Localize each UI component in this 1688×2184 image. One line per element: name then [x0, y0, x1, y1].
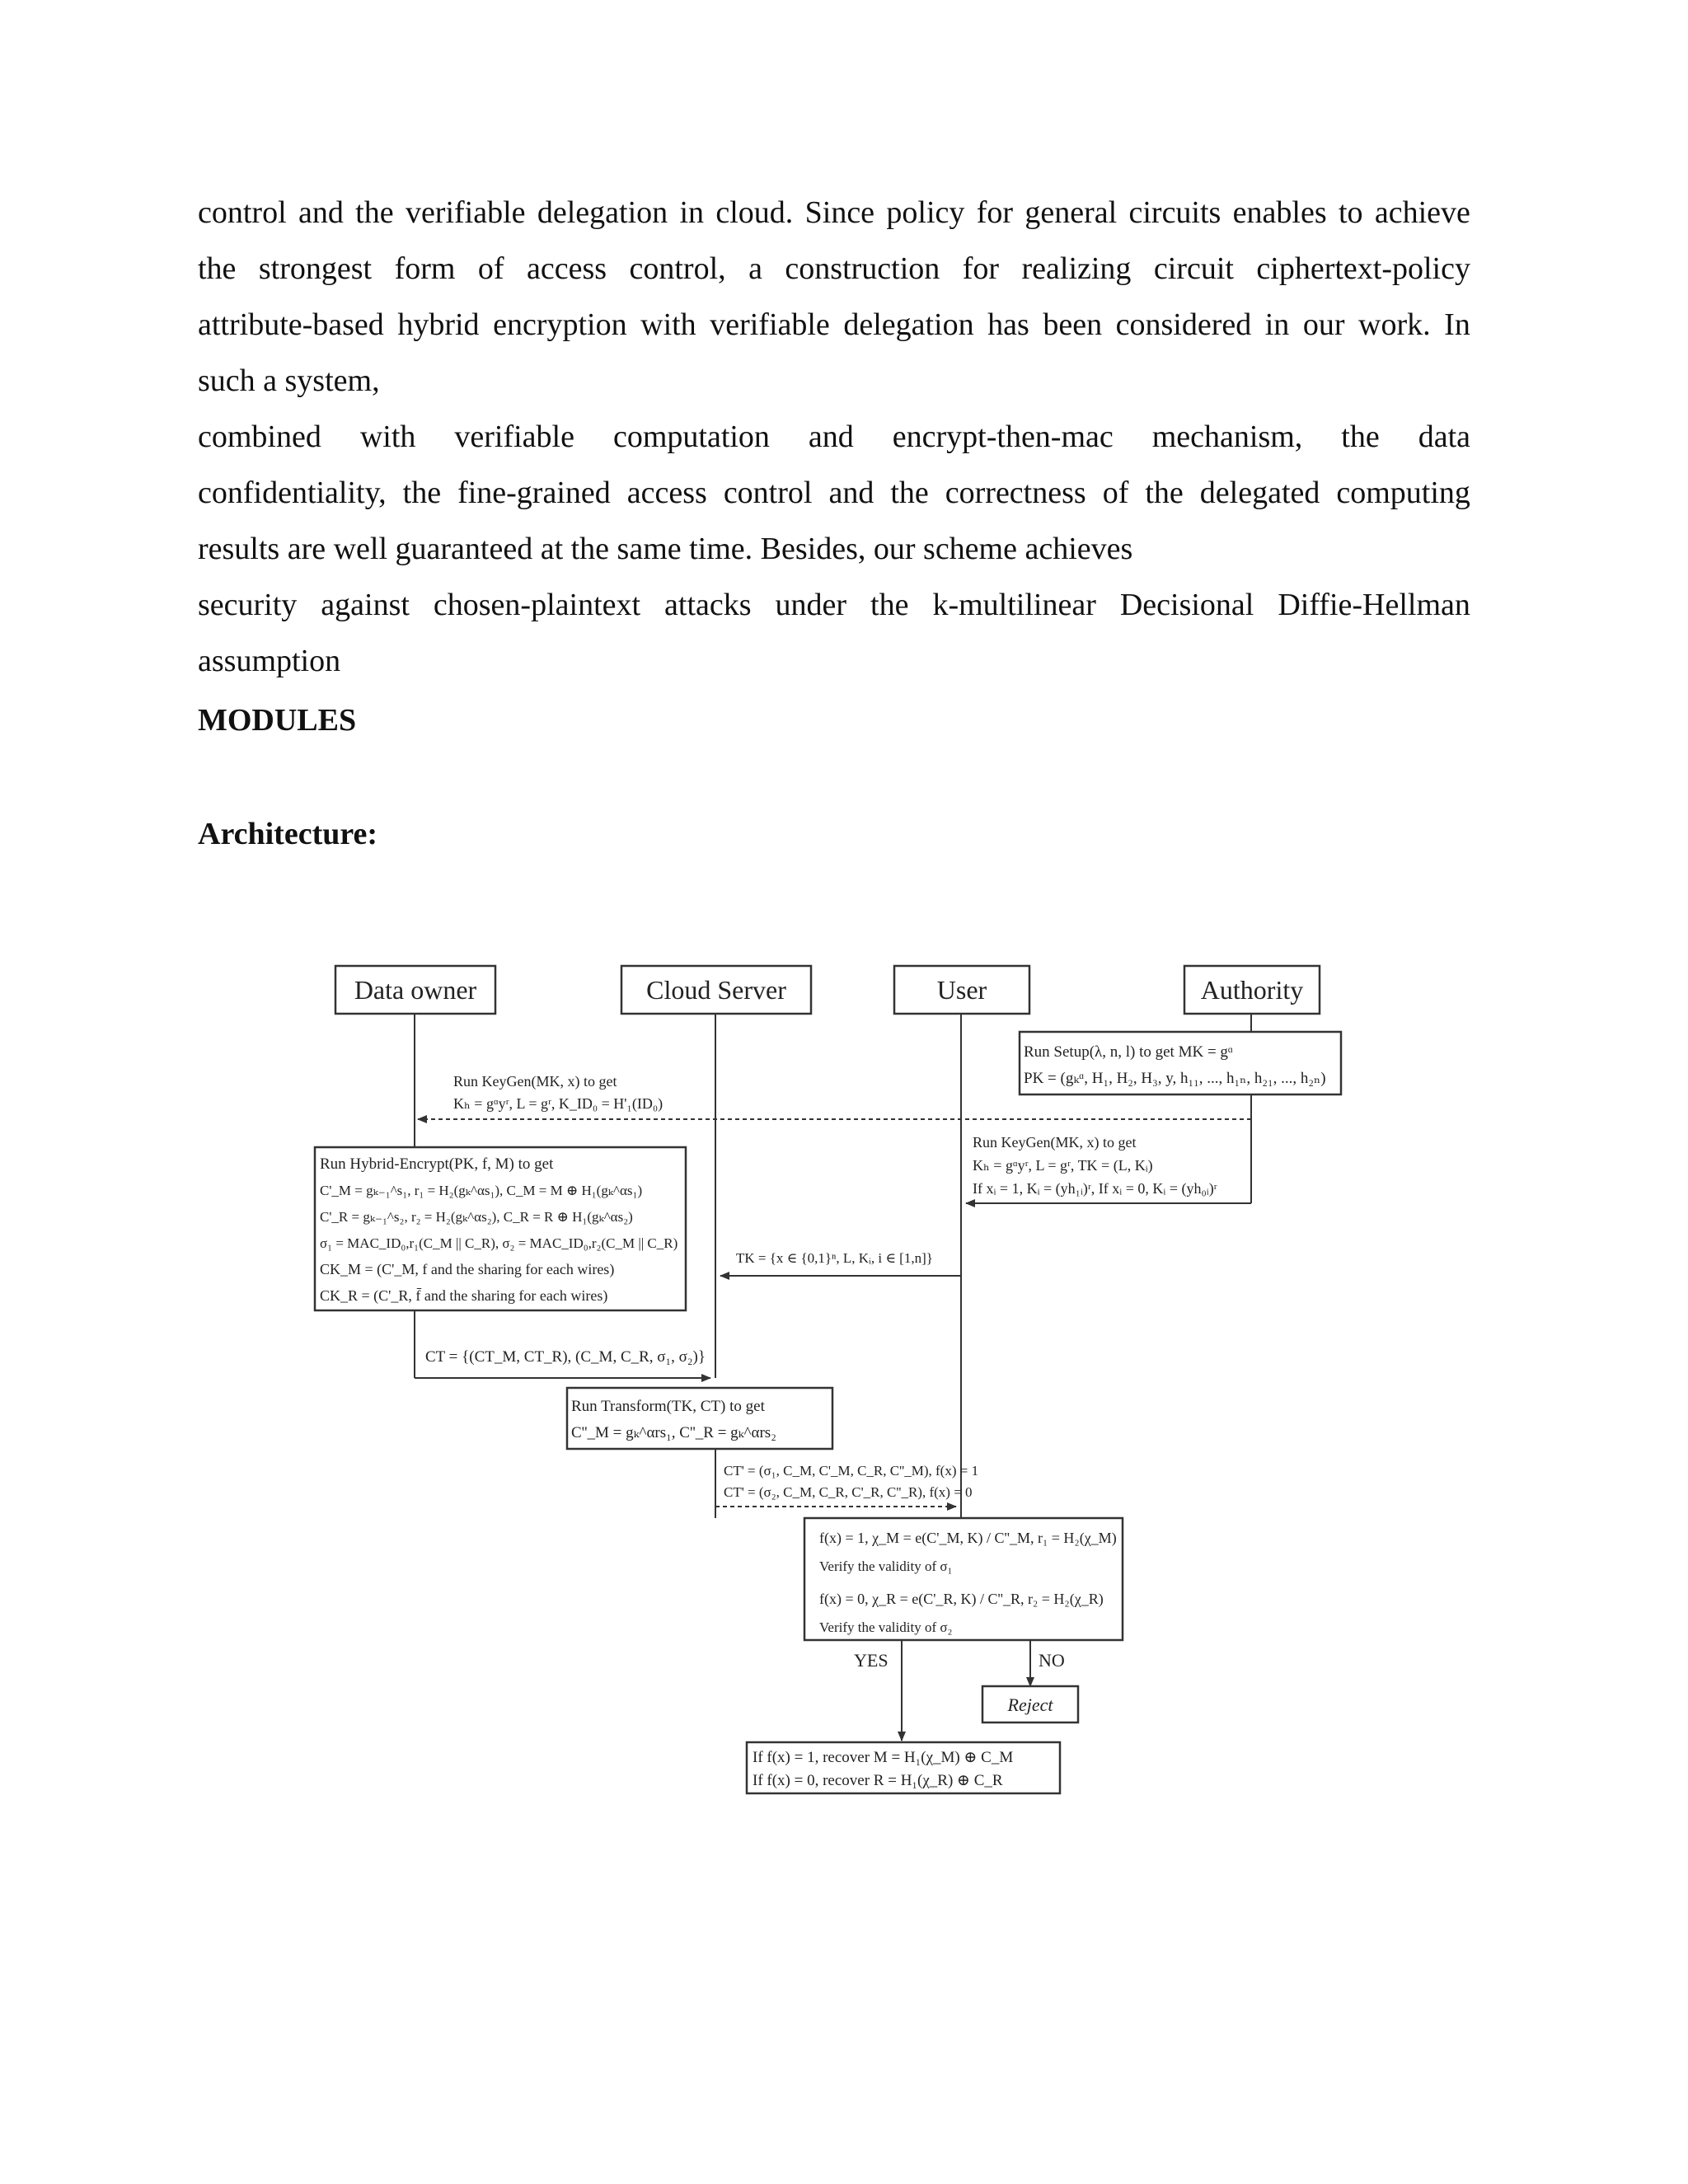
- word: attribute-based: [198, 307, 384, 342]
- word: access: [626, 476, 707, 510]
- word: cloud.: [715, 195, 794, 230]
- encrypt-line-1: Run Hybrid-Encrypt(PK, f, M) to get: [320, 1155, 554, 1173]
- user-label: User: [936, 975, 987, 1005]
- authority-label: Authority: [1200, 975, 1304, 1005]
- word: of: [1102, 476, 1129, 510]
- keygen-user-line-1: Run KeyGen(MK, x) to get: [973, 1134, 1137, 1151]
- word: encrypt-then-mac: [892, 419, 1114, 454]
- word: the: [890, 476, 929, 510]
- word: and: [808, 419, 854, 454]
- ct-message: CT = {(CT_M, CT_R), (C_M, C_R, σ₁, σ₂)}: [425, 1348, 706, 1366]
- word: with: [359, 419, 416, 454]
- word: verifiable: [710, 307, 830, 342]
- word: the: [1341, 419, 1380, 454]
- word: has: [987, 307, 1029, 342]
- ct-prime-line-1: CT' = (σ₁, C_M, C'_M, C_R, C''_M), f(x) = 1: [724, 1463, 979, 1479]
- word: verifiable: [405, 195, 526, 230]
- modules-heading: MODULES: [198, 703, 357, 738]
- word: chosen-plaintext: [433, 588, 641, 622]
- transform-line-2: C''_M = gₖ^αrs₁, C''_R = gₖ^αrs₂: [571, 1424, 776, 1441]
- word: computation: [612, 419, 770, 454]
- word: the: [198, 251, 237, 286]
- word: against: [321, 588, 410, 622]
- word: ciphertext-policy: [1256, 251, 1470, 286]
- word: and: [828, 476, 874, 510]
- word: access: [527, 251, 607, 286]
- word: for: [976, 195, 1014, 230]
- word: for: [962, 251, 1000, 286]
- encrypt-line-5: CK_M = (C'_M, f and the sharing for each wires): [320, 1261, 615, 1277]
- word: in: [679, 195, 705, 230]
- word: delegated: [1199, 476, 1320, 510]
- encrypt-line-3: C'_R = gₖ₋₁^s₂, r₂ = H₂(gₖ^αs₂), C_R = R ⊕ H₁(gₖ^αs₂): [320, 1209, 633, 1225]
- word: delegation: [537, 195, 668, 230]
- word: the: [870, 588, 909, 622]
- word: Since: [804, 195, 875, 230]
- word: and: [298, 195, 344, 230]
- setup-line-2: PK = (gₖᵅ, H₁, H₂, H₃, y, h₁₁, ..., h₁ₙ, h₂₁, ..., h₂ₙ): [1024, 1070, 1326, 1087]
- word: control: [198, 195, 287, 230]
- word: delegation: [843, 307, 974, 342]
- word: combined: [198, 419, 321, 454]
- verify-line-2: Verify the validity of σ₁: [819, 1558, 953, 1574]
- encrypt-line-6: CK_R = (C'_R, f̄ and the sharing for each wires): [320, 1287, 608, 1304]
- verify-line-1: f(x) = 1, χ_M = e(C'_M, K) / C''_M, r₁ = H₂(χ_M): [819, 1530, 1117, 1546]
- word: considered: [1115, 307, 1252, 342]
- cloud-server-label: Cloud Server: [646, 975, 786, 1005]
- verify-line-3: f(x) = 0, χ_R = e(C'_R, K) / C''_R, r₂ = H₂(χ_R): [819, 1591, 1104, 1607]
- setup-line-1: Run Setup(λ, n, l) to get MK = gᵅ: [1024, 1043, 1233, 1061]
- paragraph-line: such a system,: [198, 363, 380, 398]
- word: construction: [785, 251, 940, 286]
- tk-message: TK = {x ∈ {0,1}ⁿ, L, Kᵢ, i ∈ [1,n]}: [736, 1250, 933, 1266]
- word: computing: [1336, 476, 1470, 510]
- word: In: [1444, 307, 1470, 342]
- word: the: [355, 195, 394, 230]
- word: attacks: [664, 588, 752, 622]
- ct-prime-line-2: CT' = (σ₂, C_M, C_R, C'_R, C''_R), f(x) = 0: [724, 1484, 973, 1500]
- word: to: [1338, 195, 1363, 230]
- word: with: [640, 307, 696, 342]
- encrypt-line-2: C'_M = gₖ₋₁^s₁, r₁ = H₂(gₖ^αs₁), C_M = M ⊕ H₁(gₖ^αs₁): [320, 1183, 643, 1198]
- word: under: [775, 588, 847, 622]
- word: verifiable: [454, 419, 574, 454]
- word: a: [748, 251, 762, 286]
- keygen-user-line-3: If xᵢ = 1, Kᵢ = (yh₁ᵢ)ʳ, If xᵢ = 0, Kᵢ = (yh₀ᵢ)ʳ: [973, 1180, 1217, 1197]
- no-label: NO: [1039, 1650, 1065, 1671]
- word: work.: [1358, 307, 1431, 342]
- word: general: [1025, 195, 1118, 230]
- word: confidentiality,: [198, 476, 387, 510]
- encrypt-line-4: σ₁ = MAC_ID₀,r₁(C_M || C_R), σ₂ = MAC_ID₀,r₂(C_M || C_R): [320, 1235, 678, 1251]
- word: data: [1418, 419, 1470, 454]
- word: control: [723, 476, 813, 510]
- word: circuit: [1153, 251, 1234, 286]
- keygen-user-line-2: Kₕ = gᵅyʳ, L = gʳ, TK = (L, Kᵢ): [973, 1157, 1153, 1174]
- word: k-multilinear: [932, 588, 1096, 622]
- word: security: [198, 588, 298, 622]
- recover-line-1: If f(x) = 1, recover M = H₁(χ_M) ⊕ C_M: [753, 1749, 1014, 1766]
- word: mechanism,: [1151, 419, 1303, 454]
- keygen-owner-line-1: Run KeyGen(MK, x) to get: [453, 1073, 617, 1090]
- yes-label: YES: [854, 1650, 889, 1671]
- recover-line-2: If f(x) = 0, recover R = H₁(χ_R) ⊕ C_R: [753, 1772, 1003, 1789]
- architecture-heading: Architecture:: [198, 817, 378, 851]
- word: fine-grained: [457, 476, 611, 510]
- paragraph-line: assumption: [198, 644, 341, 678]
- word: strongest: [258, 251, 373, 286]
- word: form: [394, 251, 456, 286]
- word: our: [1302, 307, 1345, 342]
- word: policy: [886, 195, 965, 230]
- verify-line-4: Verify the validity of σ₂: [819, 1619, 953, 1635]
- word: in: [1264, 307, 1290, 342]
- word: encryption: [493, 307, 627, 342]
- paragraph-line: results are well guaranteed at the same time. Besides, our scheme achieves: [198, 532, 1133, 566]
- word: hybrid: [397, 307, 480, 342]
- reject-label: Reject: [1007, 1694, 1053, 1715]
- word: of: [477, 251, 504, 286]
- word: Decisional: [1119, 588, 1254, 622]
- word: enables: [1232, 195, 1327, 230]
- word: circuits: [1128, 195, 1221, 230]
- word: correctness: [945, 476, 1086, 510]
- word: achieve: [1374, 195, 1470, 230]
- word: been: [1043, 307, 1103, 342]
- word: the: [402, 476, 442, 510]
- transform-line-1: Run Transform(TK, CT) to get: [571, 1398, 765, 1415]
- word: control,: [629, 251, 726, 286]
- word: the: [1145, 476, 1184, 510]
- keygen-owner-line-2: Kₕ = gᵅyʳ, L = gʳ, K_ID₀ = H'₁(ID₀): [453, 1095, 663, 1112]
- word: realizing: [1021, 251, 1132, 286]
- word: Diffie-Hellman: [1278, 588, 1470, 622]
- data-owner-label: Data owner: [354, 975, 477, 1005]
